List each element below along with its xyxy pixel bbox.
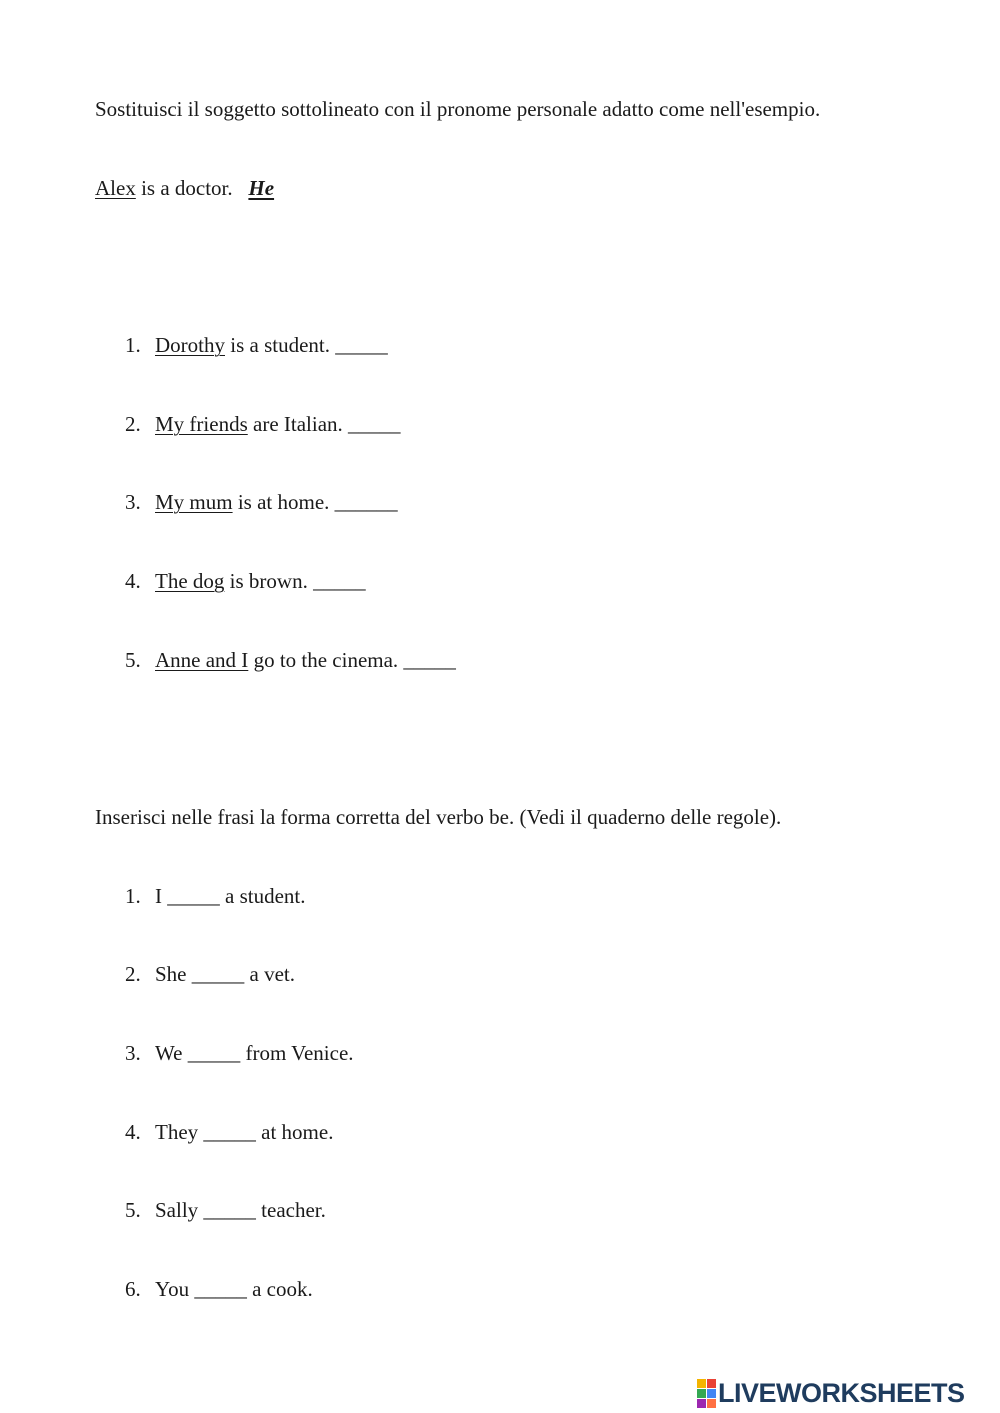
item-rest[interactable]: go to the cinema. _____ [248, 648, 456, 672]
item-rest[interactable]: is a student. _____ [225, 333, 388, 357]
exercise2-item[interactable] [125, 1040, 354, 1066]
example-rest: is a doctor. [135, 176, 233, 200]
item-number: 3. [125, 490, 141, 514]
logo-block [707, 1389, 716, 1398]
exercise2-item[interactable] [125, 961, 295, 987]
item-subject: My mum [155, 490, 233, 514]
exercise2-item[interactable] [125, 883, 305, 909]
item-subject: The dog [155, 569, 225, 593]
example-sentence [95, 175, 274, 201]
example-subject: Alex [95, 176, 136, 200]
item-number: 3. [125, 1041, 141, 1065]
item-text[interactable]: You _____ a cook. [155, 1277, 313, 1301]
logo-block [697, 1399, 706, 1408]
exercise1-item [125, 411, 401, 437]
exercise1-item [125, 568, 366, 594]
logo-block [697, 1389, 706, 1398]
item-number: 1. [125, 884, 141, 908]
example-answer: He [248, 176, 275, 200]
logo-text: LIVEWORKSHEETS [718, 1377, 965, 1408]
exercise2-item[interactable] [125, 1276, 313, 1302]
item-number: 4. [125, 569, 141, 593]
logo-block [707, 1379, 716, 1388]
item-rest[interactable]: is brown. _____ [224, 569, 366, 593]
item-subject: Dorothy [155, 333, 225, 357]
item-number: 1. [125, 333, 141, 357]
logo-icon [697, 1379, 716, 1408]
exercise1-item [125, 332, 388, 358]
exercise1-item [125, 647, 456, 673]
item-text[interactable]: She _____ a vet. [155, 962, 295, 986]
item-subject: Anne and I [155, 648, 249, 672]
item-text[interactable]: They _____ at home. [155, 1120, 334, 1144]
instruction-1: Sostituisci il soggetto sottolineato con il pronome personale adatto come nell'esempio. [95, 97, 821, 121]
item-text[interactable]: Sally _____ teacher. [155, 1198, 326, 1222]
logo-block [697, 1379, 706, 1388]
item-number: 5. [125, 1198, 141, 1222]
exercise2-item[interactable] [125, 1197, 326, 1223]
item-rest[interactable]: are Italian. _____ [247, 412, 401, 436]
logo-block [707, 1399, 716, 1408]
item-number: 2. [125, 412, 141, 436]
item-text[interactable]: We _____ from Venice. [155, 1041, 354, 1065]
exercise1-item [125, 489, 398, 515]
item-number: 5. [125, 648, 141, 672]
item-subject: My friends [155, 412, 248, 436]
exercise2-item[interactable] [125, 1119, 333, 1145]
item-number: 6. [125, 1277, 141, 1301]
item-number: 4. [125, 1120, 141, 1144]
item-number: 2. [125, 962, 141, 986]
liveworksheets-logo [697, 1376, 965, 1410]
instruction-2: Inserisci nelle frasi la forma corretta del verbo be. (Vedi il quaderno delle regole). [95, 805, 782, 829]
item-text[interactable]: I _____ a student. [155, 884, 306, 908]
item-rest[interactable]: is at home. ______ [232, 490, 398, 514]
